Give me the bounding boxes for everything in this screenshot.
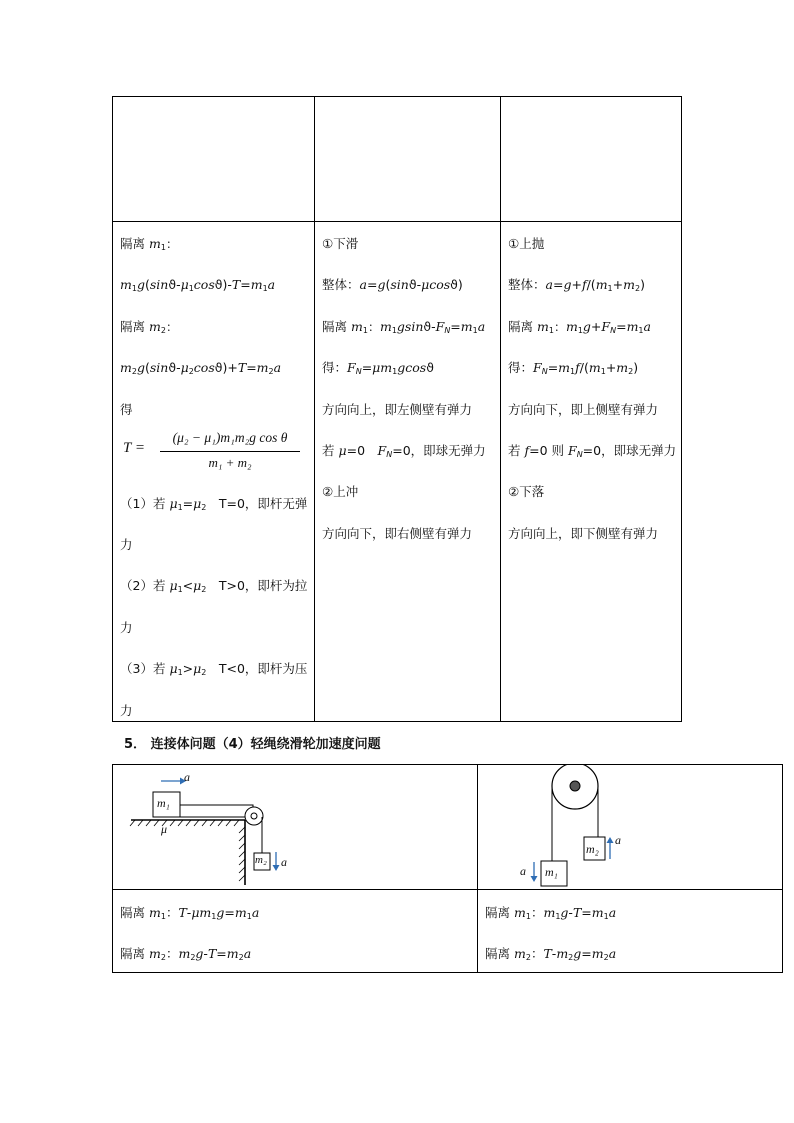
fall-direction: 方向向上，即下侧壁有弹力 xyxy=(508,525,659,541)
throw-up-title: ①上抛 xyxy=(508,236,545,251)
v-isolate-m2: 隔离 $m_2$：$T-m_2g=m_2a$ xyxy=(485,946,617,963)
label-a-m2: a xyxy=(281,855,287,869)
vertical-pulley-equations xyxy=(478,890,783,973)
accel-arrowhead-m2 xyxy=(273,865,280,871)
throw-analysis-cell xyxy=(501,222,682,722)
rod-analysis-cell xyxy=(113,222,315,722)
fall-title: ②下落 xyxy=(508,484,545,500)
horizontal-pulley-figure xyxy=(113,765,478,890)
case-3-cont: 力 xyxy=(120,702,133,718)
label-a-m2-right: a xyxy=(615,833,621,847)
accel-arrowhead-m1-down xyxy=(531,876,538,882)
vertical-pulley-figure-cell xyxy=(478,765,783,890)
case-1: （1）若 $\mu_1=\mu_2$ T=0，即杆无弹 xyxy=(120,495,308,512)
slide-no-friction: 若 μ=0 $F_N=0$，即球无弹力 xyxy=(322,442,486,459)
empty-cell-3 xyxy=(501,97,682,222)
throw-direction: 方向向下，即上侧壁有弹力 xyxy=(508,401,659,417)
throw-isolate: 隔离 $m_1$：$m_1g+F_N=m_1a$ xyxy=(508,318,651,335)
label-m1-right: m₁ xyxy=(545,865,558,879)
pulley-axle-left xyxy=(251,813,257,819)
h-isolate-m2: 隔离 $m_2$：$m_2g-T=m_2a$ xyxy=(120,946,252,963)
formula-denominator: m₁ + m₂ xyxy=(208,454,252,470)
slide-down-title: ①下滑 xyxy=(322,236,359,251)
isolate-m1-label: 隔离 $m_1$： xyxy=(120,236,178,252)
h-isolate-m1: 隔离 $m_1$：$T-\mu m_1g=m_1a$ xyxy=(120,905,260,921)
slide-result: 得：$F_N=\mu m_1gcosϑ$ xyxy=(322,360,434,377)
pulley-equations-row xyxy=(113,890,783,973)
case-2: （2）若 $\mu_1<\mu_2$ T>0，即杆为拉 xyxy=(120,578,308,595)
formula-lhs: T = xyxy=(123,439,145,456)
pulley-figures-row xyxy=(113,765,783,890)
slide-whole: 整体：a=g(sinϑ-μcosϑ) xyxy=(322,277,463,293)
table-top-edge xyxy=(180,805,253,817)
label-a-m1: a xyxy=(184,770,190,784)
top-table xyxy=(112,96,682,722)
case-3: （3）若 $\mu_1>\mu_2$ T<0，即杆为压 xyxy=(120,661,308,678)
case-1-cont: 力 xyxy=(120,536,133,552)
slide-up-title: ②上冲 xyxy=(322,484,359,500)
slide-isolate: 隔离 $m_1$：$m_1gsinϑ-F_N=m_1a$ xyxy=(322,318,486,335)
slide-up-direction: 方向向下，即右侧壁有弹力 xyxy=(322,525,473,541)
m1-equation: $m_1g(\sin ϑ-\mu_1\cos ϑ)-T=m_1a$ xyxy=(120,277,276,294)
v-isolate-m1: 隔离 $m_1$：$m_1g-T=m_1a$ xyxy=(485,905,617,921)
slide-direction: 方向向上，即左侧壁有弹力 xyxy=(322,401,473,417)
label-m1: m₁ xyxy=(157,796,170,810)
ground-hatch xyxy=(130,820,239,826)
wall-hatch xyxy=(239,827,245,881)
case-2-cont: 力 xyxy=(120,619,133,635)
slide-analysis-cell xyxy=(315,222,501,722)
m2-equation: $m_2g(\sin ϑ-\mu_2\cos ϑ)+T=m_2a$ xyxy=(120,360,282,377)
throw-no-drag: 若 f=0 则 $F_N=0$，即球无弹力 xyxy=(508,442,677,459)
pulley-table xyxy=(112,764,783,973)
horizontal-pulley-equations xyxy=(113,890,478,973)
label-a-m1-right: a xyxy=(520,864,526,878)
accel-arrowhead-m2-up xyxy=(607,837,614,843)
isolate-m2-label: 隔离 $m_2$： xyxy=(120,318,178,335)
empty-cell-1 xyxy=(113,97,315,222)
top-table-content-row xyxy=(113,222,682,722)
pulley-axle-right xyxy=(570,781,580,791)
result-label: 得 xyxy=(120,401,133,417)
throw-result: 得：$F_N=m_1f/(m_1+m_2)$ xyxy=(508,360,639,377)
tension-formula xyxy=(120,430,307,480)
throw-whole: 整体：$a=g+f/(m_1+m_2)$ xyxy=(508,277,645,294)
label-m2-right: m₂ xyxy=(586,842,599,856)
section-5-heading: 5． 连接体问题（4）轻绳绕滑轮加速度问题 xyxy=(124,737,381,752)
top-table-empty-row xyxy=(113,97,682,222)
empty-cell-2 xyxy=(315,97,501,222)
formula-numerator: (μ₂ − μ₁)m₁m₂g cos θ xyxy=(172,429,288,445)
horizontal-pulley-figure-cell xyxy=(113,765,478,890)
label-m2: m₂ xyxy=(255,854,267,866)
label-mu: μ xyxy=(161,822,168,836)
fraction-bar xyxy=(160,451,300,452)
